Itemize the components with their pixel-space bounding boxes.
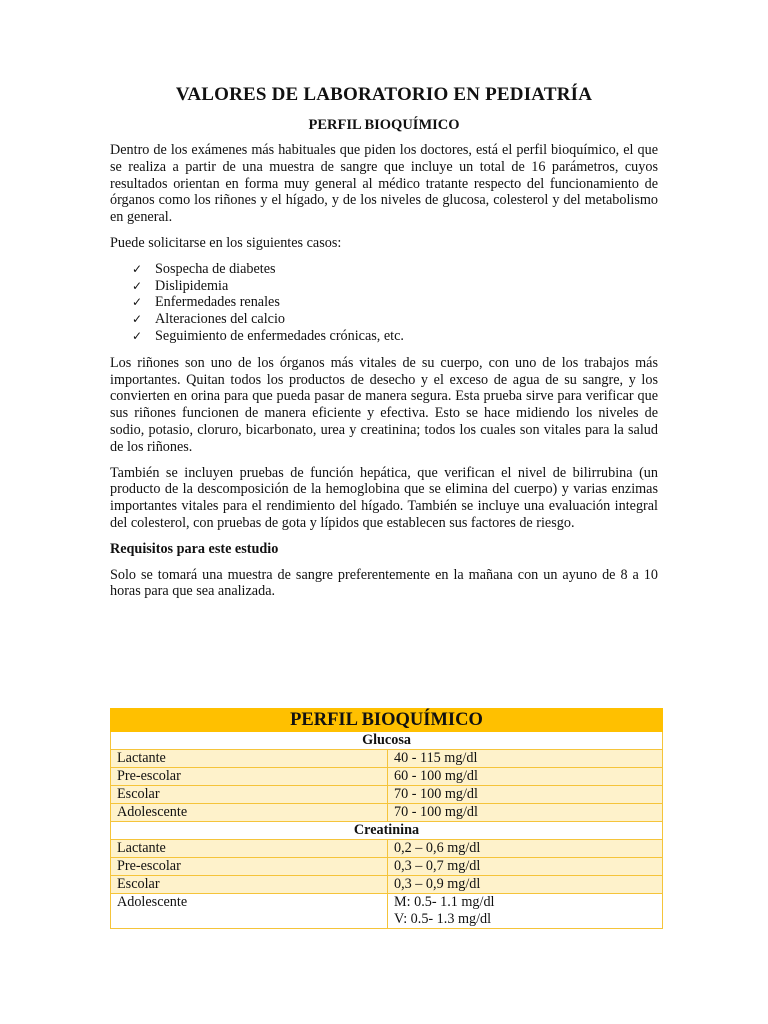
table-row: Lactante 40 - 115 mg/dl <box>111 750 663 768</box>
value-male: M: 0.5- 1.1 mg/dl <box>394 894 495 910</box>
check-icon: ✓ <box>132 328 143 343</box>
liver-paragraph: También se incluyen pruebas de función hepática, que verifican el nivel de bilirrubina (un producto de la descomposición de la hemoglobina que se elimina del cuerpo) y varias enzimas importantes vitales para el rendimiento del hígado. También se incluye una evaluación integral del colesterol, con pruebas de gota y lípidos que establecen sus factores de riesgo. <box>110 464 658 531</box>
lab-values-table <box>110 708 663 929</box>
list-item: ✓ Enfermedades renales <box>132 294 280 311</box>
table-row: Escolar 70 - 100 mg/dl <box>111 786 663 804</box>
kidneys-paragraph: Los riñones son uno de los órganos más vitales de su cuerpo, con uno de los trabajos más importantes. Quitan todos los productos de desecho y el exceso de agua de su sangre, y los convierten en orina para que pueda pasar de manera segura. Esta prueba sirve para verificar que sus riñones funcionen de manera eficiente y efectiva. Esto se hace midiendo los niveles de sodio, potasio, cloruro, bicarbonato, urea y creatinina; todos los cuales son vitales para la salud de los riñones. <box>110 354 658 455</box>
check-icon: ✓ <box>132 261 143 276</box>
table-group-glucosa: Glucosa <box>111 732 663 750</box>
list-item: ✓ Dislipidemia <box>132 277 229 294</box>
requirements-heading: Requisitos para este estudio <box>110 540 279 557</box>
check-icon: ✓ <box>132 295 143 310</box>
page-subtitle: PERFIL BIOQUÍMICO <box>308 117 460 133</box>
table-row: Adolescente M: 0.5- 1.1 mg/dl V: 0.5- 1.3 mg/dl <box>111 894 663 929</box>
cases-list <box>110 261 658 345</box>
table-row: Pre-escolar 60 - 100 mg/dl <box>111 768 663 786</box>
check-icon: ✓ <box>132 278 143 293</box>
table-group-creatinina: Creatinina <box>111 822 663 840</box>
list-item: ✓ Alteraciones del calcio <box>132 311 285 328</box>
table-row: Adolescente 70 - 100 mg/dl <box>111 804 663 822</box>
page-title: VALORES DE LABORATORIO EN PEDIATRÍA <box>175 84 593 105</box>
table-row: Escolar 0,3 – 0,9 mg/dl <box>111 876 663 894</box>
intro-paragraph: Dentro de los exámenes más habituales que piden los doctores, está el perfil bioquímico, el que se realiza a partir de una muestra de sangre que incluye un total de 16 parámetros, cuyos resultados orientan en forma muy general al médico tratante respecto del funcionamiento de órganos como los riñones y el hígado, y de los niveles de glucosa, colesterol y del metabolismo en general. <box>110 142 658 226</box>
list-item: ✓ Seguimiento de enfermedades crónicas, etc. <box>132 327 404 344</box>
list-item: ✓ Sospecha de diabetes <box>132 260 276 277</box>
cases-intro: Puede solicitarse en los siguientes casos: <box>110 234 342 251</box>
table-row: Lactante 0,2 – 0,6 mg/dl <box>111 840 663 858</box>
requirements-paragraph: Solo se tomará una muestra de sangre preferentemente en la mañana con un ayuno de 8 a 10 horas para que sea analizada. <box>110 566 658 600</box>
table-row: Pre-escolar 0,3 – 0,7 mg/dl <box>111 858 663 876</box>
document-body <box>110 142 658 609</box>
check-icon: ✓ <box>132 312 143 327</box>
value-female: V: 0.5- 1.3 mg/dl <box>394 911 492 927</box>
table-header: PERFIL BIOQUÍMICO <box>111 709 663 732</box>
